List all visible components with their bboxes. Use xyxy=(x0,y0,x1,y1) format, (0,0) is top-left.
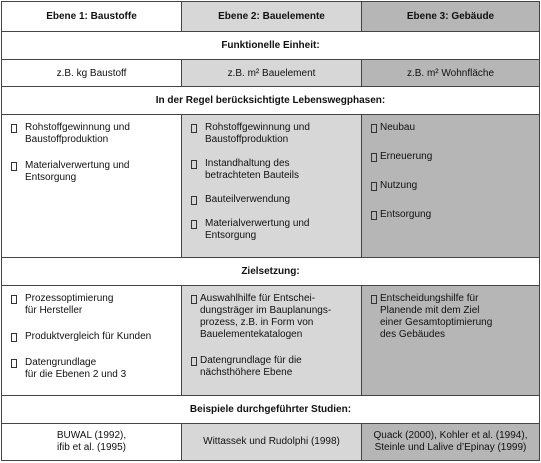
list-item: Bauteilverwendung xyxy=(191,194,357,206)
goals-list-level-1 xyxy=(2,286,181,381)
studies-level-1: BUWAL (1992), ifib et al. (1995) xyxy=(2,424,182,461)
bullet-icon xyxy=(371,124,377,133)
goals-level-2 xyxy=(182,286,362,396)
list-item: Produktvergleich für Kunden xyxy=(11,331,177,343)
functional-unit-level-2: z.B. m² Bauelement xyxy=(182,60,362,87)
goals-list-level-2 xyxy=(182,286,361,379)
functional-unit-title: Funktionelle Einheit: xyxy=(2,32,540,60)
bullet-icon xyxy=(191,220,197,229)
bullet-icon xyxy=(371,295,377,304)
bullet-icon xyxy=(191,160,197,169)
phases-list-level-3 xyxy=(362,115,539,221)
goals-level-3 xyxy=(362,286,540,396)
phases-title: In der Regel berücksichtigte Lebenswegphasen: xyxy=(2,87,540,115)
bullet-icon xyxy=(11,295,17,304)
list-item: Rohstoffgewinnung und Baustoffproduktion xyxy=(11,122,177,146)
list-item: Neubau xyxy=(371,122,535,134)
bullet-icon xyxy=(191,124,197,133)
list-item: Auswahlhilfe für Entschei- dungsträger im Bauplanungs- prozess, z.B. in Form von Bauelementekatalogen xyxy=(191,293,357,341)
bullet-icon xyxy=(11,359,17,368)
phases-list-level-1 xyxy=(2,115,181,184)
bullet-icon xyxy=(11,124,17,133)
bullet-icon xyxy=(371,153,377,162)
list-item: Datengrundlage für die Ebenen 2 und 3 xyxy=(11,357,177,381)
goals-list-level-3 xyxy=(362,286,539,341)
studies-level-3: Quack (2000), Kohler et al. (1994), Steinle und Lalive d’Epinay (1999) xyxy=(362,424,540,461)
studies-level-2: Wittassek und Rudolphi (1998) xyxy=(182,424,362,461)
bullet-icon xyxy=(11,162,17,171)
list-item: Instandhaltung des betrachteten Bauteils xyxy=(191,158,357,182)
bullet-icon xyxy=(11,333,17,342)
header-level-3: Ebene 3: Gebäude xyxy=(362,2,540,32)
header-level-2: Ebene 2: Bauelemente xyxy=(182,2,362,32)
list-item: Entscheidungshilfe für Planende mit dem Ziel einer Gesamtoptimierung des Gebäudes xyxy=(371,293,535,341)
phases-list-level-2 xyxy=(182,115,361,242)
phases-level-1 xyxy=(2,115,182,258)
phases-level-3 xyxy=(362,115,540,258)
list-item: Nutzung xyxy=(371,180,535,192)
list-item: Prozessoptimierung für Hersteller xyxy=(11,293,177,317)
functional-unit-level-1: z.B. kg Baustoff xyxy=(2,60,182,87)
list-item: Datengrundlage für die nächsthöhere Ebene xyxy=(191,355,357,379)
studies-title: Beispiele durchgeführter Studien: xyxy=(2,396,540,424)
bullet-icon xyxy=(371,211,377,220)
list-item: Materialverwertung und Entsorgung xyxy=(11,160,177,184)
list-item: Erneuerung xyxy=(371,151,535,163)
bullet-icon xyxy=(371,182,377,191)
list-item: Materialverwertung und Entsorgung xyxy=(191,218,357,242)
list-item: Entsorgung xyxy=(371,209,535,221)
goals-level-1 xyxy=(2,286,182,396)
list-item: Rohstoffgewinnung und Baustoffproduktion xyxy=(191,122,357,146)
goals-title: Zielsetzung: xyxy=(2,258,540,286)
phases-level-2 xyxy=(182,115,362,258)
bullet-icon xyxy=(191,295,197,304)
bullet-icon xyxy=(191,196,197,205)
bullet-icon xyxy=(191,357,197,366)
functional-unit-level-3: z.B. m² Wohnfläche xyxy=(362,60,540,87)
header-level-1: Ebene 1: Baustoffe xyxy=(2,2,182,32)
ecobalance-levels-table xyxy=(1,1,540,461)
